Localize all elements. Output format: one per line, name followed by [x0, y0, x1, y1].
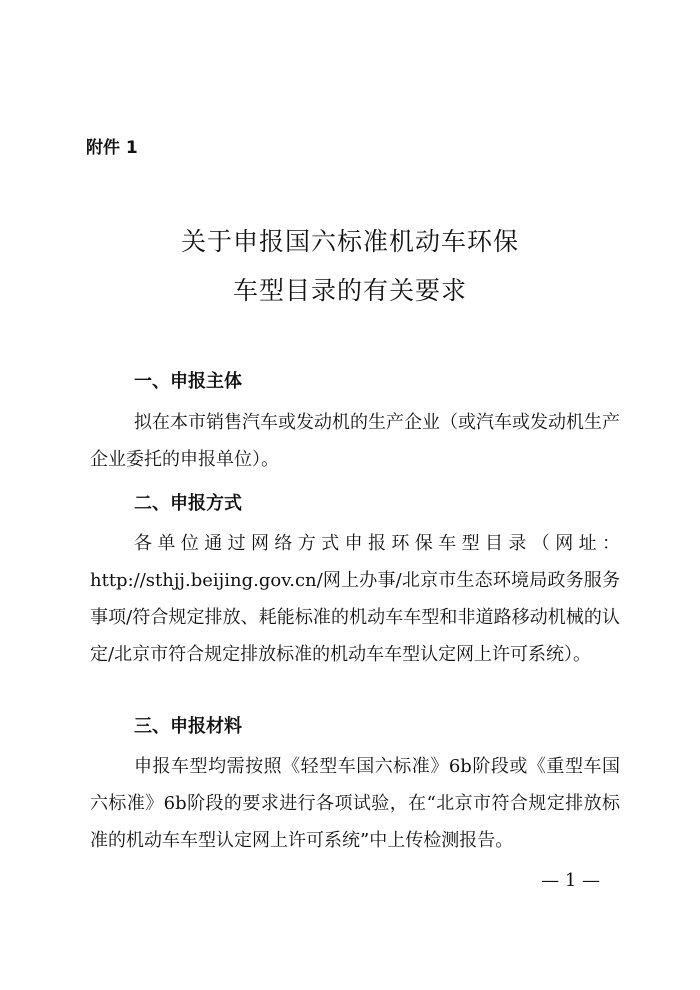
section-heading-materials: 三、申报材料 — [134, 716, 242, 737]
section-heading-method: 二、申报方式 — [134, 493, 242, 514]
attachment-label: 附件 1 — [86, 138, 138, 158]
section-heading-applicant: 一、申报主体 — [134, 371, 242, 392]
document-title-line-1: 关于申报国六标准机动车环保 — [180, 227, 519, 256]
section-body-applicant: 拟在本市销售汽车或发动机的生产企业（或汽车或发动机生产企业委托的申报单位）。 — [90, 412, 620, 470]
section-body-method: 各单位通过网络方式申报环保车型目录（网址：http://sthjj.beijing.gov.cn/网上办事/北京市生态环境局政务服务事项/符合规定排放、耗能标准的机动车车型和非道路移动机械的认定/北京市符合规定排放标准的机动车车型认定网上许可系统）。 — [90, 533, 620, 665]
section-body-materials: 申报车型均需按照《轻型车国六标准》6b阶段或《重型车国六标准》6b阶段的要求进行各项试验，在“北京市符合规定排放标准的机动车车型认定网上许可系统”中上传检测报告。 — [90, 756, 620, 851]
document-title-line-2: 车型目录的有关要求 — [232, 276, 467, 305]
page-number: — 1 — — [541, 870, 600, 891]
